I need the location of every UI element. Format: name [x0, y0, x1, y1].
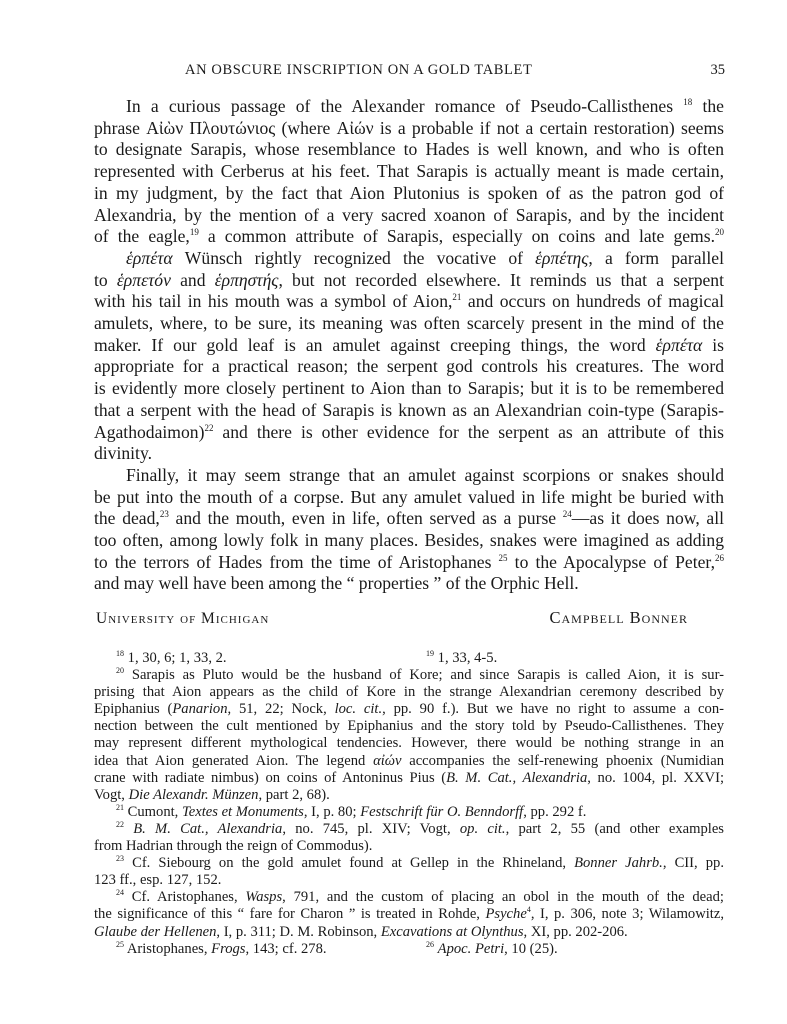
- footnote-ref-26[interactable]: 26: [714, 552, 724, 563]
- author-name: Campbell Bonner: [549, 608, 688, 627]
- footnote-line: Glaube der Hellenen, I, p. 311; D. M. Robinson, Excavations at Olynthus, XI, pp. 202-206.: [94, 923, 628, 940]
- greek-term: ἑρπέτα: [126, 247, 173, 268]
- page-number: 35: [710, 62, 725, 78]
- paragraph-2: [94, 248, 724, 465]
- footnote-26: $^{26}$ Apoc. Petri, 10 (25).: [426, 939, 558, 957]
- footnote-line: 123 ff., esp. 127, 152.: [94, 872, 222, 889]
- footnote-line: $^{24}$ Cf. Aristophanes, Wasps, 791, and the custom of placing an obol in the mouth of the dead;: [116, 888, 724, 906]
- text-line: to designate Sarapis, whose resemblance to Hades is well known, and who is often: [94, 139, 724, 160]
- text-line: phrase Αἰὼν Πλουτώνιος (where Αἰών is a probable if not a certain restoration) seems: [94, 117, 724, 138]
- running-head-title: AN OBSCURE INSCRIPTION ON A GOLD TABLET: [185, 62, 533, 78]
- footnote-25: $^{25}$ Aristophanes, Frogs, 143; cf. 278.: [116, 939, 327, 957]
- footnote-ref-24[interactable]: 24: [562, 509, 572, 520]
- text-line: of the eagle,$^{19}$ a common attribute of Sarapis, especially on coins and late gems.$^{20}$: [94, 226, 724, 247]
- author-affiliation: University of Michigan: [96, 610, 270, 627]
- footnote-line: may represent different mythological tendencies. However, there would be nothing strange in an: [94, 735, 724, 752]
- text-line: ἑρπέτα Wünsch rightly recognized the vocative of ἑρπέτης, a form parallel: [126, 247, 724, 268]
- footnote-line: idea that Aion generated Aion. The legend αἰών accompanies the self-renewing phoenix (Numidian: [94, 752, 724, 769]
- footnote-line: $^{22}$ B. M. Cat., Alexandria, no. 745, pl. XIV; Vogt, op. cit., part 2, 55 (and other examples: [116, 819, 724, 837]
- footnote-line: $^{20}$ Sarapis as Pluto would be the husband of Kore; and since Sarapis is called Aion, it is sur-: [116, 666, 724, 684]
- footnote-row: [94, 941, 724, 958]
- footnote-line: $^{21}$ Cumont, Textes et Monuments, I, p. 80; Festschrift für O. Benndorff, pp. 292 f.: [116, 802, 587, 820]
- body-text: [94, 96, 724, 595]
- text-line: with his tail in his mouth was a symbol of Aion,$^{21}$ and occurs on hundreds of magical: [94, 291, 724, 312]
- footnote-line: the significance of this “ fare for Charon ” is treated in Rohde, Psyche$^4$, I, p. 306, note 3; Wilamowitz,: [94, 905, 724, 923]
- text-line: Finally, it may seem strange that an amulet against scorpions or snakes should: [126, 464, 724, 485]
- footnote-ref-22[interactable]: 22: [204, 422, 214, 433]
- text-line: amulets, where, to be sure, its meaning was often scarcely present in the mind of the: [94, 313, 724, 334]
- footnote-24: [94, 889, 724, 940]
- footnote-22: [94, 821, 724, 855]
- footnote-row: [94, 650, 724, 667]
- text-line: divinity.: [94, 443, 152, 464]
- footnote-line: nection between the cult mentioned by Epiphanius and the story told by Pseudo-Callisthenes. They: [94, 718, 724, 735]
- text-line: represented with Cerberus at his feet. That Sarapis is actually meant is made certain,: [94, 161, 724, 182]
- text-line: is evidently more closely pertinent to Aion than to Sarapis; but it is to be remembered: [94, 378, 724, 399]
- signature-block: [94, 608, 724, 630]
- footnote-19: $^{19}$ 1, 33, 4-5.: [426, 649, 498, 666]
- greek-term: Αἰών: [336, 117, 374, 138]
- footnote-23: [94, 855, 724, 889]
- footnote-ref-20[interactable]: 20: [715, 227, 724, 238]
- footnote-21: [94, 804, 724, 821]
- greek-term: ἑρπέτης: [535, 247, 589, 268]
- text-line: In a curious passage of the Alexander romance of Pseudo-Callisthenes $^{18}$ the: [126, 96, 724, 116]
- text-line: to ἑρπετόν and ἑρπηστής, but not recorded elsewhere. It reminds us that a serpent: [94, 269, 724, 290]
- footnote-line: crane with radiate nimbus) on coins of Antoninus Pius (B. M. Cat., Alexandria, no. 1004, pl. XXVI;: [94, 769, 724, 786]
- footnote-line: $^{23}$ Cf. Siebourg on the gold amulet found at Gellep in the Rhineland, Bonner Jahrb., CII, pp.: [116, 854, 724, 872]
- text-line: in my judgment, by the fact that Aion Plutonius is spoken of as the patron god of: [94, 182, 724, 203]
- text-line: the dead,$^{23}$ and the mouth, even in life, often served as a purse $^{24}$—as it does now, all: [94, 508, 724, 529]
- text-line: too often, among lowly folk in many places. Besides, snakes were imagined as adding: [94, 530, 724, 551]
- text-line: maker. If our gold leaf is an amulet against creeping things, the word ἑρπέτα is: [94, 334, 724, 355]
- footnote-line: Vogt, Die Alexandr. Münzen, part 2, 68).: [94, 786, 330, 803]
- text-line: be put into the mouth of a corpse. But any amulet valued in life might be buried with: [94, 486, 724, 507]
- greek-term: Αἰὼν Πλουτώνιος: [146, 117, 276, 138]
- footnote-18: $^{18}$ 1, 30, 6; 1, 33, 2.: [116, 649, 227, 666]
- paragraph-1: [94, 96, 724, 248]
- text-line: to the terrors of Hades from the time of Aristophanes $^{25}$ to the Apocalypse of Peter,$^{26}$: [94, 551, 724, 572]
- footnote-ref-18[interactable]: 18: [683, 97, 693, 107]
- greek-term: ἑρπετόν: [116, 269, 171, 290]
- text-line: Agathodaimon)$^{22}$ and there is other evidence for the serpent as an attribute of this: [94, 421, 724, 442]
- footnote-line: from Hadrian through the reign of Commodus).: [94, 838, 373, 855]
- greek-term: ἑρπέτα: [655, 334, 703, 355]
- text-line: that a serpent with the head of Sarapis is known as an Alexandrian coin-type (Sarapis-: [94, 399, 724, 420]
- running-head: [95, 62, 725, 82]
- greek-term: ἑρπηστής: [214, 269, 279, 290]
- footnote-ref-21[interactable]: 21: [452, 292, 462, 303]
- footnote-ref-25[interactable]: 25: [498, 552, 508, 563]
- footnote-line: Epiphanius (Panarion, 51, 22; Nock, loc. cit., pp. 90 f.). But we have no right to assume a con-: [94, 701, 724, 718]
- paragraph-3: [94, 465, 724, 595]
- greek-term: αἰών: [373, 752, 402, 769]
- footnotes: [94, 650, 724, 958]
- footnote-ref-23[interactable]: 23: [159, 509, 169, 520]
- text-line: Alexandria, by the mention of a very sacred xoanon of Sarapis, and by the incident: [94, 204, 724, 225]
- text-line: appropriate for a practical reason; the serpent god controls his creatures. The word: [94, 356, 724, 377]
- text-line: and may well have been among the “ properties ” of the Orphic Hell.: [94, 573, 579, 594]
- footnote-line: prising that Aion appears as the child of Kore in the strange Alexandrian ceremony described by: [94, 684, 724, 701]
- footnote-20: [94, 667, 724, 804]
- footnote-ref-19[interactable]: 19: [189, 227, 199, 238]
